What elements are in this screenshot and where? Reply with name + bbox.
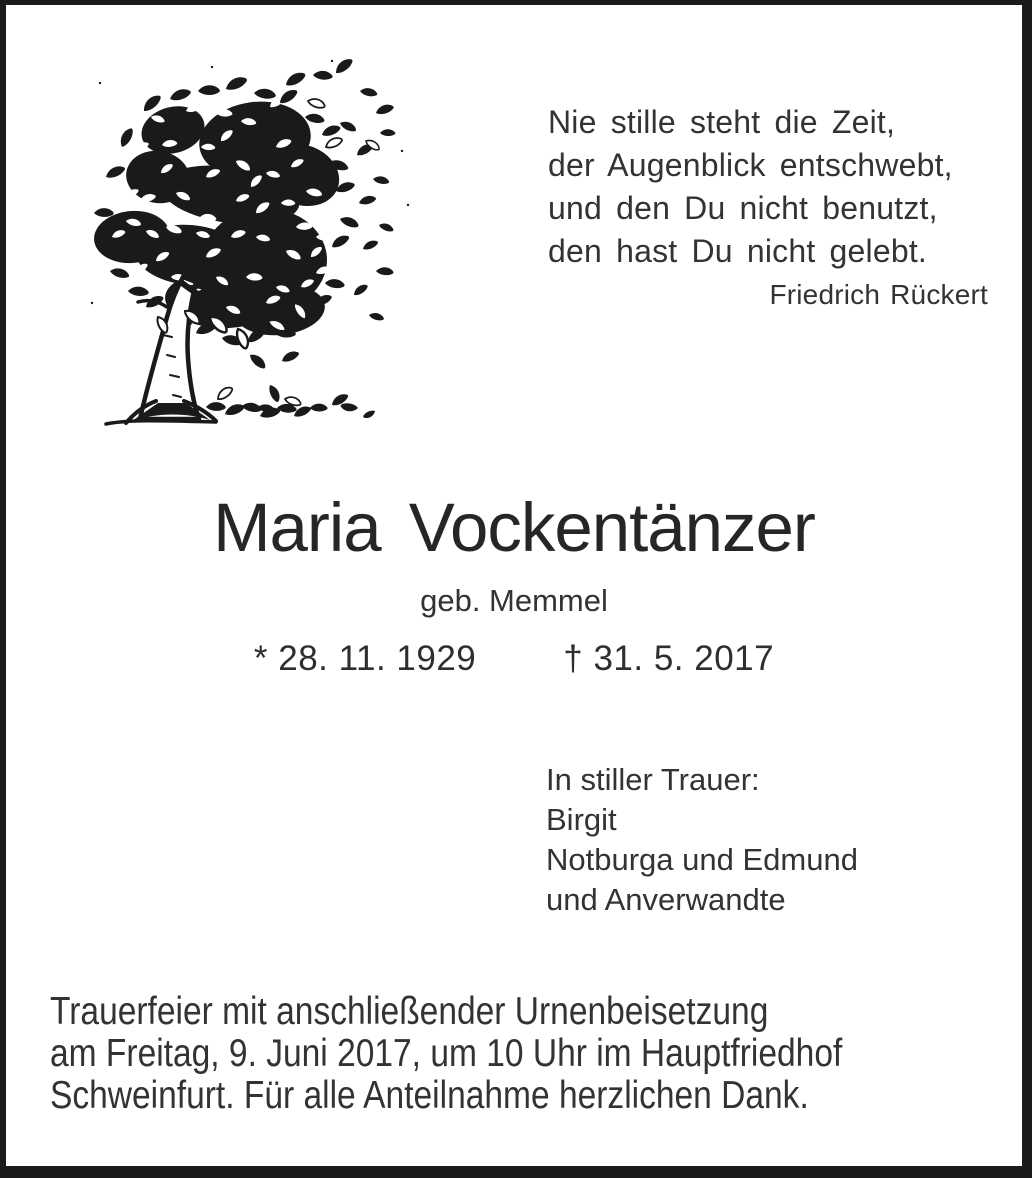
funeral-info-line: Schweinfurt. Für alle Anteilnahme herzlichen Dank. [50, 1074, 809, 1117]
mourners-block [546, 760, 858, 920]
mourner: Birgit [546, 802, 617, 837]
fallen-leaves [206, 350, 377, 420]
maiden-name: geb. Memmel [420, 583, 608, 618]
mourner: Notburga und Edmund [546, 842, 858, 877]
birth-date: * 28. 11. 1929 [253, 639, 477, 678]
poem-author: Friedrich Rückert [769, 279, 988, 310]
poem-line: der Augenblick entschwebt, [548, 147, 953, 183]
poem-line: und den Du nicht benutzt, [548, 190, 938, 226]
mourning-intro: In stiller Trauer: [546, 762, 760, 797]
funeral-info-block [50, 991, 979, 1117]
poem-block [548, 101, 988, 316]
funeral-info-line: Trauerfeier mit anschließender Urnenbeisetzung [50, 990, 769, 1033]
life-dates [6, 639, 1022, 679]
tree-illustration [70, 55, 415, 440]
death-date: † 31. 5. 2017 [563, 639, 775, 678]
poem-line: den hast Du nicht gelebt. [548, 233, 928, 269]
poem-line: Nie stille steht die Zeit, [548, 104, 896, 140]
deceased-name: Maria Vockentänzer [213, 489, 815, 566]
funeral-info-line: am Freitag, 9. Juni 2017, um 10 Uhr im Hauptfriedhof [50, 1032, 843, 1075]
mourner: und Anverwandte [546, 882, 786, 917]
